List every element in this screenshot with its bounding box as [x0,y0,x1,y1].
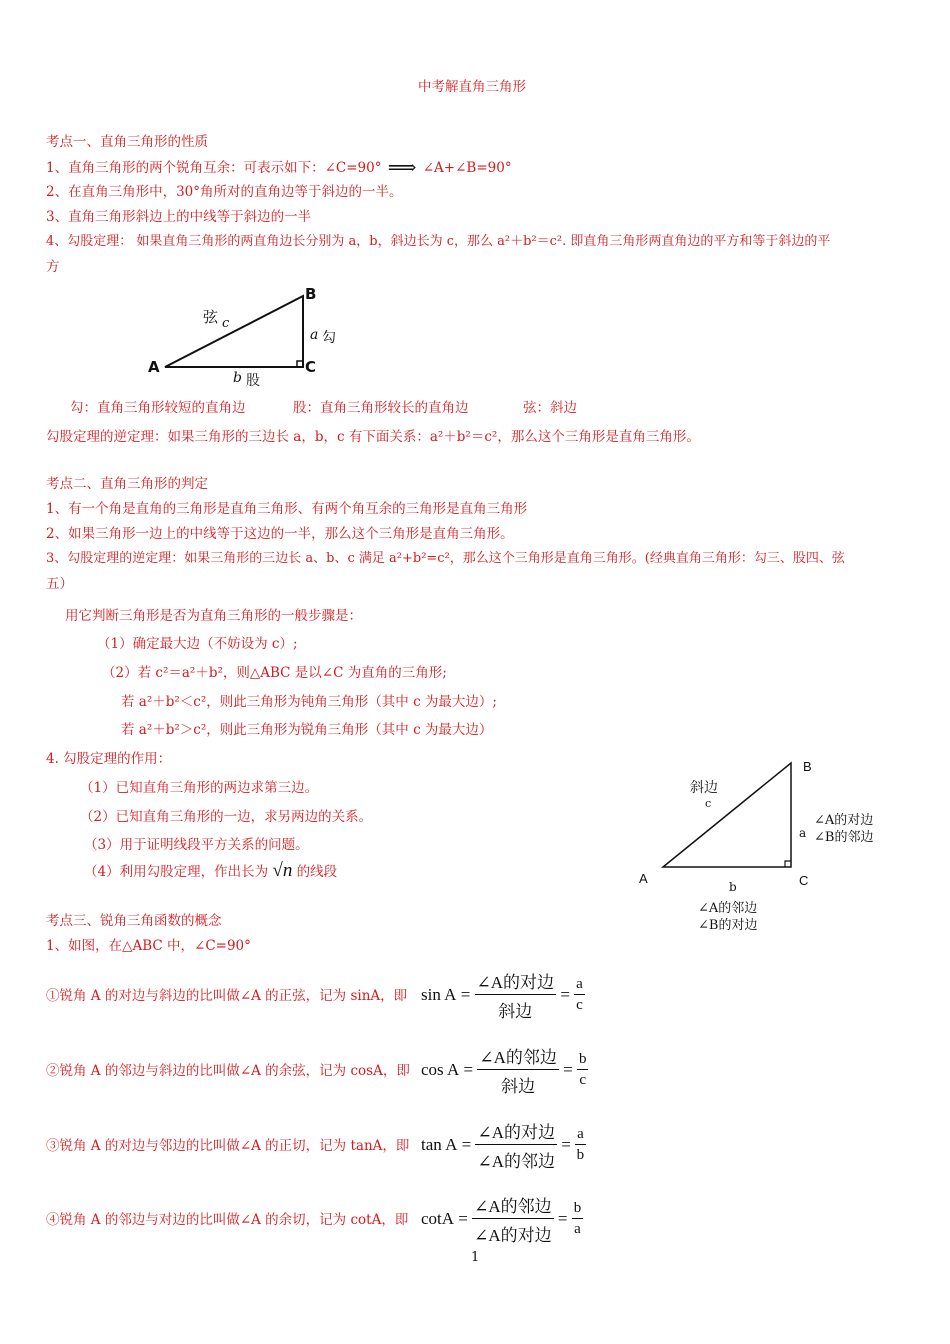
vertex-c-label: C [305,358,317,376]
sine-den2: c [576,997,583,1013]
fig2-adjA-label: ∠A的邻边 [698,901,758,916]
converse-theorem: 勾股定理的逆定理：如果三角形的三边长 a，b，c 有下面关系：a²＋b²＝c²，那么这个三角形是直角三角形。 [46,429,700,445]
sine-formula: $\sin A = \frac{\text{∠A的对边}}{\text{斜边}}$ = $\frac{a}{c}$ [421,968,585,1022]
item-1-result: ∠A+∠B=90° [422,160,512,176]
section-1-item-1 [46,155,512,179]
use-2: （2）已知直角三角形的一边，求另两边的关系。 [80,809,373,825]
use-3: （3）用于证明线段平方关系的问题。 [84,837,309,853]
item-1-text: 1、直角三角形的两个锐角互余：可表示如下：∠C=90° [46,160,382,176]
section-1-item-2: 2、在直角三角形中，30°角所对的直角边等于斜边的一半。 [46,184,403,200]
fig2-side-b: b [729,880,737,894]
use-4-suffix: 的线段 [296,864,338,880]
cotangent-den: ∠A的对边 [474,1226,552,1245]
def-xian: 弦：斜边 [523,400,577,416]
cotangent-num: ∠A的邻边 [472,1192,554,1219]
section-3-heading: 考点三、锐角三角函数的概念 [46,913,222,929]
section-2-item-1: 1、有一个角是直角的三角形是直角三角形、有两个角互余的三角形是直角三角形 [46,501,528,517]
section-2-item-2: 2、如果三角形一边上的中线等于这边的一半，那么这个三角形是直角三角形。 [46,526,514,542]
cosine-fn: cos A [421,1060,460,1079]
tangent-num2: a [575,1126,586,1145]
sqrt-n: √n [272,860,293,881]
use-4 [84,862,337,881]
sine-den: 斜边 [498,1002,533,1021]
hypotenuse-label: 弦 [203,308,219,326]
cotangent-den2: a [574,1221,581,1237]
sine-num2: a [574,976,585,995]
page-number: 1 [471,1250,480,1265]
section-3-item-1: 1、如图，在△ABC 中，∠C=90° [46,938,251,954]
tangent-fn: tan A [421,1135,458,1154]
step-3: 若 a²＋b²＜c²，则此三角形为钝角三角形（其中 c 为最大边）; [121,694,497,710]
tangent-formula: $\tan A = \frac{\text{∠A的对边}}{\text{∠A的邻边}}$ = $\frac{a}{b}$ [421,1118,586,1172]
fig2-opp-label: ∠A的对边 [814,813,874,828]
step-1: （1）确定最大边（不妨设为 c）; [97,636,298,652]
section-2-item-3-cont: 五） [46,576,73,592]
fig2-adjB-label: ∠B的邻边 [814,830,874,845]
fig2-hyp-label: 斜边 [690,780,718,796]
vertex-a-label: A [148,358,160,376]
tangent-definition: ③锐角 A 的对边与邻边的比叫做∠A 的正切，记为 tanA，即 [46,1138,410,1154]
side-b-label: b [233,370,242,386]
cosine-formula: $\cos A = \frac{\text{∠A的邻边}}{\text{斜边}}$ = $\frac{b}{c}$ [421,1043,588,1097]
use-1: （1）已知直角三角形的两边求第三边。 [80,780,319,796]
gou-label: 勾 [322,330,336,346]
section-1-heading: 考点一、直角三角形的性质 [46,134,208,150]
tangent-den: ∠A的邻边 [477,1152,555,1171]
implies-arrow-icon: ⟹ [387,155,417,179]
cosine-definition: ②锐角 A 的邻边与斜边的比叫做∠A 的余弦，记为 cosA，即 [46,1063,410,1079]
cotangent-definition: ④锐角 A 的邻边与对边的比叫做∠A 的余切，记为 cotA，即 [46,1212,409,1228]
section-2-item-3: 3、勾股定理的逆定理：如果三角形的三边长 a、b、c 满足 a²+b²=c²，那么这个三角形是直角三角形。(经典直角三角形：勾三、股四、弦 [46,551,845,566]
uses-heading: 4. 勾股定理的作用： [46,751,172,767]
def-gu: 股：直角三角形较长的直角边 [293,400,469,416]
use-4-text: （4）利用勾股定理，作出长为 [84,864,269,880]
cosine-den: 斜边 [501,1077,536,1096]
fig2-oppB-label: ∠B的对边 [698,918,758,933]
vertex-b-label: B [305,285,317,303]
section-1-item-3: 3、直角三角形斜边上的中线等于斜边的一半 [46,209,312,225]
section-2-heading: 考点二、直角三角形的判定 [46,476,208,492]
section-1-item-4-cont: 方 [46,259,60,275]
cosine-num2: b [577,1051,589,1070]
gu-label: 股 [246,373,260,389]
fig2-hyp-c: c [705,797,712,810]
cotangent-num2: b [572,1200,584,1219]
right-triangle-figure-2 [655,755,805,875]
cotangent-fn: cotA [421,1209,455,1228]
section-1-item-4: 4、勾股定理： 如果直角三角形的两直角边长分别为 a，b，斜边长为 c，那么 a²＋b²＝c². 即直角三角形两直角边的平方和等于斜边的平 [46,234,831,249]
fig2-vertex-b: B [803,759,812,774]
tangent-den2: b [576,1147,585,1163]
step-4: 若 a²＋b²＞c²，则此三角形为锐角三角形（其中 c 为最大边） [121,722,493,738]
fig2-vertex-c: C [799,873,809,888]
steps-intro: 用它判断三角形是否为直角三角形的一般步骤是： [65,608,362,624]
sine-num: ∠A的对边 [475,968,557,995]
step-2: （2）若 c²＝a²＋b²，则△ABC 是以∠C 为直角的三角形; [102,665,447,681]
cotangent-formula: $\cot A = \frac{\text{∠A的邻边}}{\text{∠A的对边}}$ = $\frac{b}{a}$ [421,1192,583,1246]
def-gou: 勾：直角三角形较短的直角边 [70,400,246,416]
tangent-num: ∠A的对边 [475,1118,557,1145]
cosine-num: ∠A的邻边 [477,1043,559,1070]
sine-definition: ①锐角 A 的对边与斜边的比叫做∠A 的正弦，记为 sinA，即 [46,988,408,1004]
hypotenuse-c-label: c [222,316,230,331]
fig2-side-a: a [799,826,807,840]
fig2-vertex-a: A [639,871,648,886]
side-a-label: a [310,327,319,343]
page-title: 中考解直角三角形 [418,79,526,95]
sine-fn: sin A [421,985,457,1004]
cosine-den2: c [579,1072,587,1088]
